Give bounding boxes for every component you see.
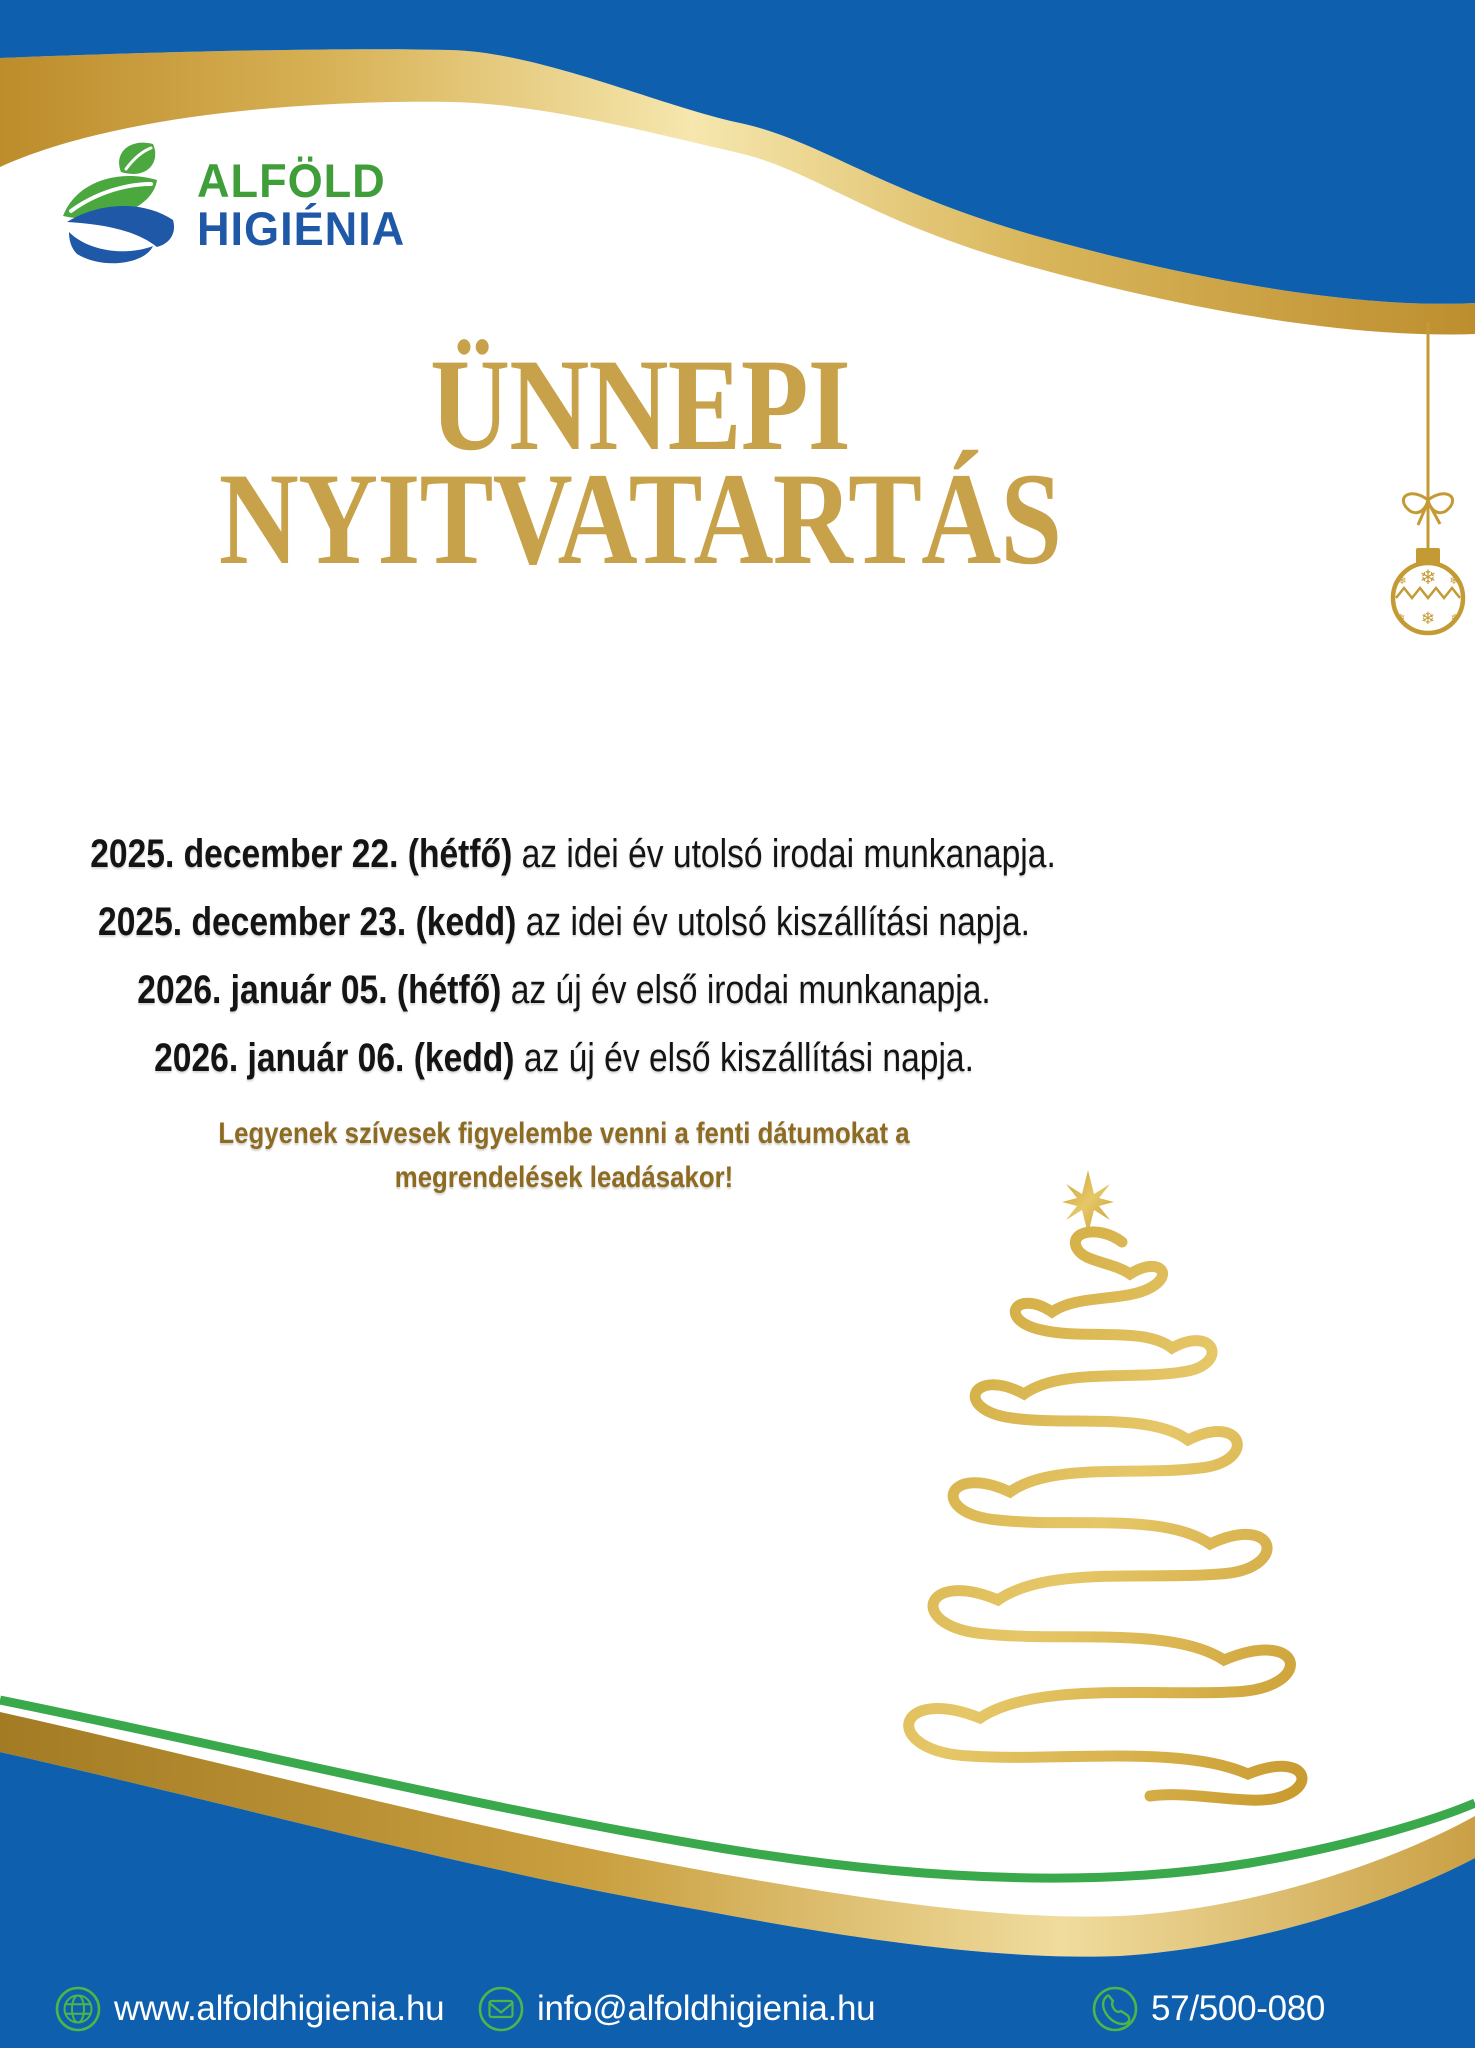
svg-text:❄: ❄: [1397, 574, 1407, 587]
christmas-bauble-ornament-icon: [1350, 322, 1475, 642]
date-line-date: 2025. december 22. (hétfő): [90, 832, 513, 876]
envelope-icon: [478, 1986, 524, 2032]
dates-list: [90, 820, 1056, 1092]
footer-phone-text: 57/500-080: [1151, 1989, 1326, 2028]
logo-name-line1: ALFÖLD: [197, 154, 386, 207]
date-line-date: 2026. január 06. (kedd): [154, 1036, 515, 1080]
svg-text:❄: ❄: [1449, 574, 1459, 587]
svg-text:❄: ❄: [1396, 613, 1406, 624]
date-line-date: 2025. december 23. (kedd): [98, 900, 517, 944]
footer-website: [55, 1986, 444, 2032]
date-line: [90, 888, 1038, 956]
footer-website-text: www.alfoldhigienia.hu: [114, 1989, 445, 2028]
date-line: [90, 820, 1056, 888]
date-line-text: az idei év utolsó kiszállítási napja.: [516, 900, 1030, 944]
logo-text: [197, 154, 406, 255]
christmas-tree-icon: [820, 1128, 1340, 1848]
footer-email: [478, 1986, 875, 2032]
date-line-date: 2026. január 05. (hétfő): [137, 968, 502, 1012]
tree-star-icon: [1062, 1170, 1114, 1234]
title-line2: NYITVATARTÁS: [218, 445, 1062, 592]
page-title: [102, 331, 1177, 592]
date-line-text: az idei év utolsó irodai munkanapja.: [512, 832, 1056, 876]
date-line: [90, 956, 1038, 1024]
footer-email-text: info@alfoldhigienia.hu: [537, 1989, 876, 2028]
phone-icon: [1092, 1986, 1138, 2032]
globe-icon: [55, 1986, 101, 2032]
tree-swirl-ribbon: [909, 1232, 1302, 1800]
date-line-text: az új év első kiszállítási napja.: [514, 1036, 974, 1080]
date-line-text: az új év első irodai munkanapja.: [501, 968, 991, 1012]
footer-phone: [1092, 1986, 1325, 2032]
order-note-line1: Legyenek szívesek figyelembe venni a fenti dátumokat a: [218, 1117, 910, 1150]
svg-text:❄: ❄: [1420, 609, 1436, 629]
logo-leaf-hand-icon: [55, 140, 187, 270]
title-line1: ÜNNEPI: [429, 331, 851, 478]
company-logo: [55, 140, 414, 270]
svg-text:❄: ❄: [1450, 613, 1460, 624]
date-line: [90, 1024, 1038, 1092]
svg-text:❄: ❄: [1419, 565, 1437, 589]
logo-name-line2: HIGIÉNIA: [197, 202, 406, 255]
order-note-line2: megrendelések leadásakor!: [394, 1161, 734, 1194]
